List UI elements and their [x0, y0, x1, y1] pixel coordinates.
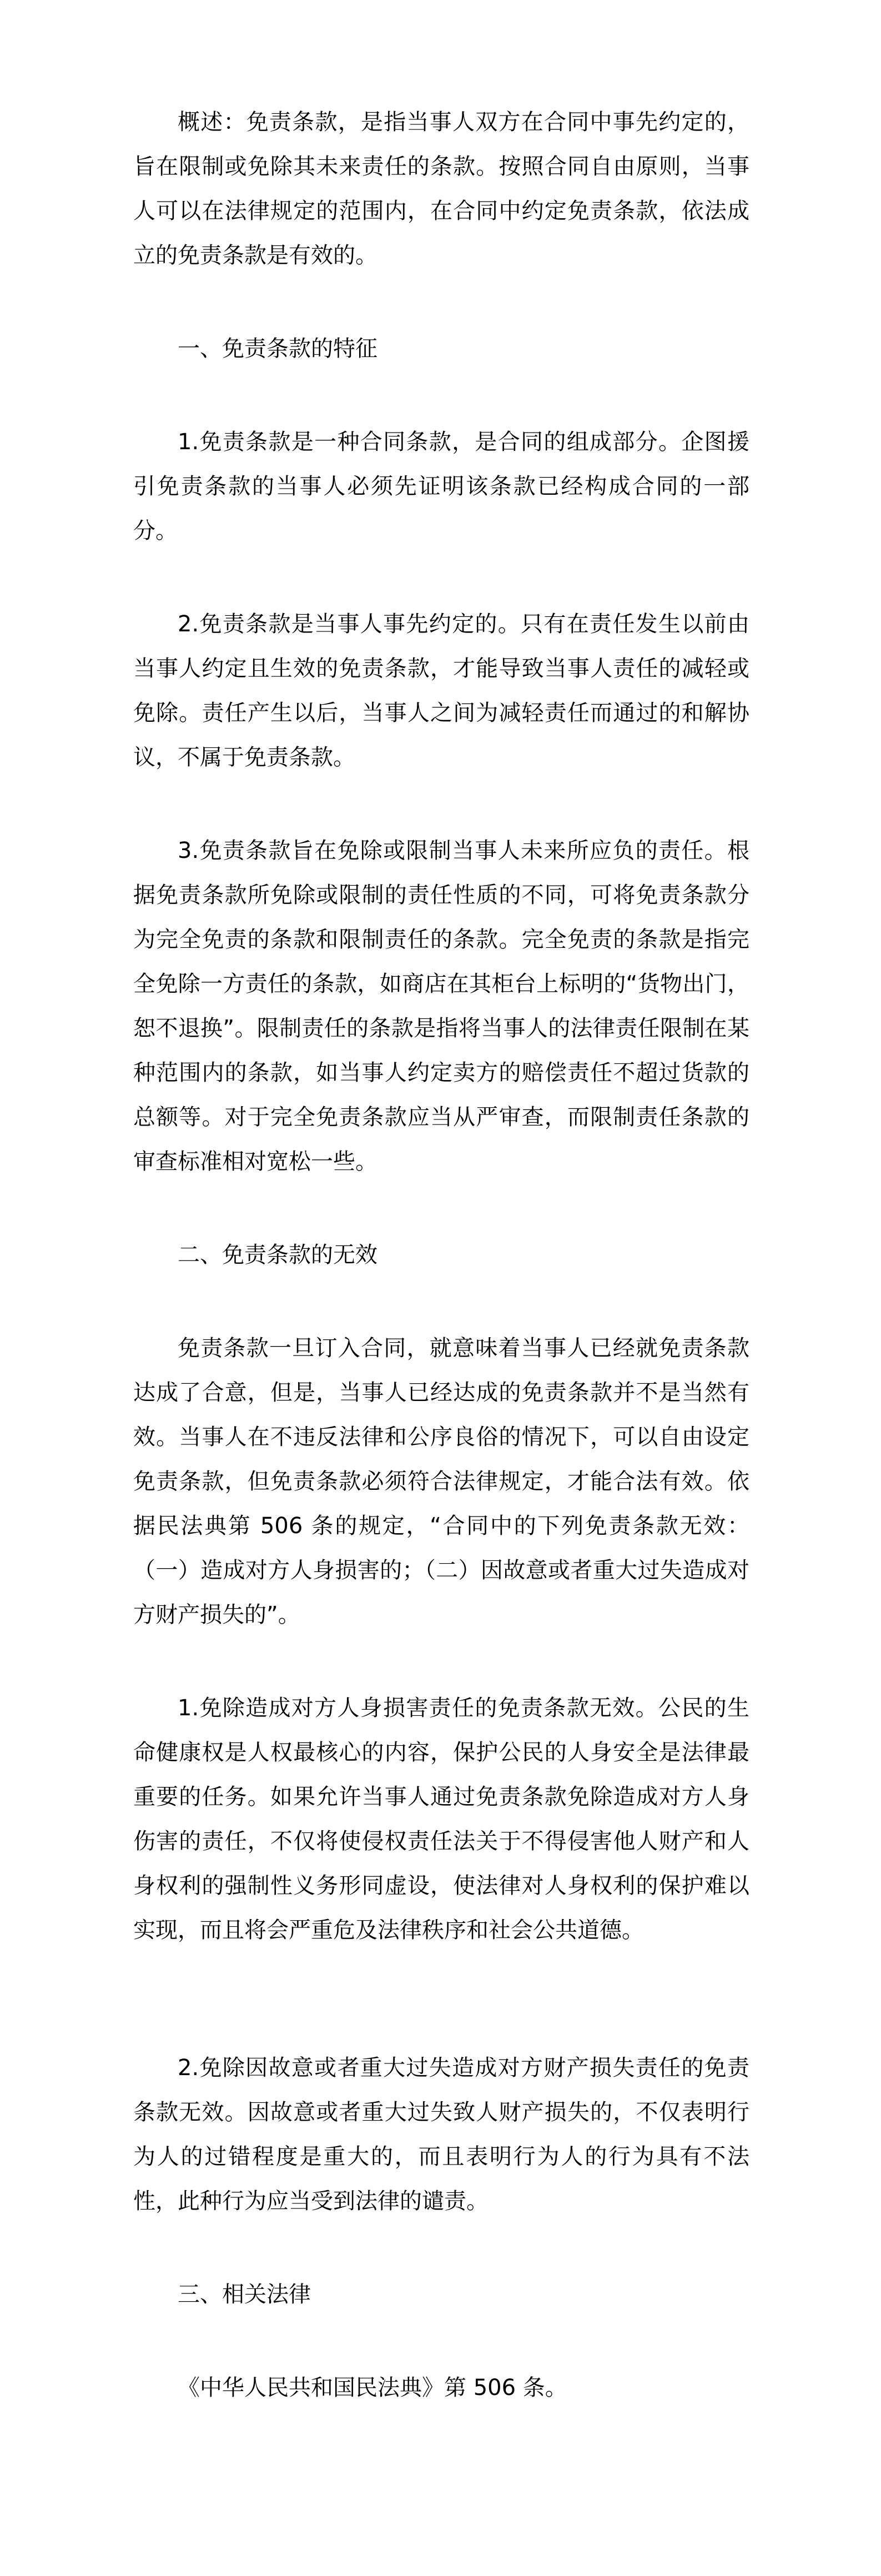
- section-heading-2: 二、免责条款的无效: [178, 1242, 377, 1268]
- section-heading-3: 三、相关法律: [178, 2282, 311, 2307]
- overview-paragraph: 概述：免责条款，是指当事人双方在合同中事先约定的，旨在限制或免除其未来责任的条款。按照合同自由原则，当事人可以在法律规定的范围内，在合同中约定免责条款，依法成立的免责条款是有效的。: [133, 109, 749, 268]
- document-body: [133, 100, 749, 2459]
- feature-item-1-paragraph: 1.免责条款是一种合同条款，是合同的组成部分。企图援引免责条款的当事人必须先证明该条款已经构成合同的一部分。: [133, 429, 749, 544]
- invalidity-item-1-paragraph: 1.免除造成对方人身损害责任的免责条款无效。公民的生命健康权是人权最核心的内容，保护公民的人身安全是法律最重要的任务。如果允许当事人通过免责条款免除造成对方人身伤害的责任，不仅将使侵权责任法关于不得侵害他人财产和人身权利的强制性义务形同虚设，使法律对人身权利的保护难以实现，而且将会严重危及法律秩序和社会公共道德。: [133, 1695, 749, 1943]
- feature-item-3-paragraph: 3.免责条款旨在免除或限制当事人未来所应负的责任。根据免责条款所免除或限制的责任性质的不同，可将免责条款分为完全免责的条款和限制责任的条款。完全免责的条款是指完全免除一方责任的条款，如商店在其柜台上标明的“货物出门，恕不退换”。限制责任的条款是指将当事人的法律责任限制在某种范围内的条款，如当事人约定卖方的赔偿责任不超过货款的总额等。对于完全免责条款应当从严审查，而限制责任条款的审查标准相对宽松一些。: [133, 838, 749, 1174]
- feature-item-2-paragraph: 2.免责条款是当事人事先约定的。只有在责任发生以前由当事人约定且生效的免责条款，才能导致当事人责任的减轻或免除。责任产生以后，当事人之间为减轻责任而通过的和解协议，不属于免责条款。: [133, 611, 749, 770]
- related-law-paragraph: 《中华人民共和国民法典》第 506 条。: [178, 2375, 567, 2401]
- invalidity-intro-paragraph: 免责条款一旦订入合同，就意味着当事人已经就免责条款达成了合意，但是，当事人已经达成的免责条款并不是当然有效。当事人在不违反法律和公序良俗的情况下，可以自由设定免责条款，但免责条款必须符合法律规定，才能合法有效。依据民法典第 506 条的规定，“合同中的下列免责条款无效：（一）造成对方人身损害的；（二）因故意或者重大过失造成对方财产损失的”。: [133, 1335, 749, 1628]
- section-heading-1: 一、免责条款的特征: [178, 336, 377, 361]
- invalidity-item-2-paragraph: 2.免除因故意或者重大过失造成对方财产损失责任的免责条款无效。因故意或者重大过失致人财产损失的，不仅表明行为人的过错程度是重大的，而且表明行为人的行为具有不法性，此种行为应当受到法律的谴责。: [133, 2055, 749, 2214]
